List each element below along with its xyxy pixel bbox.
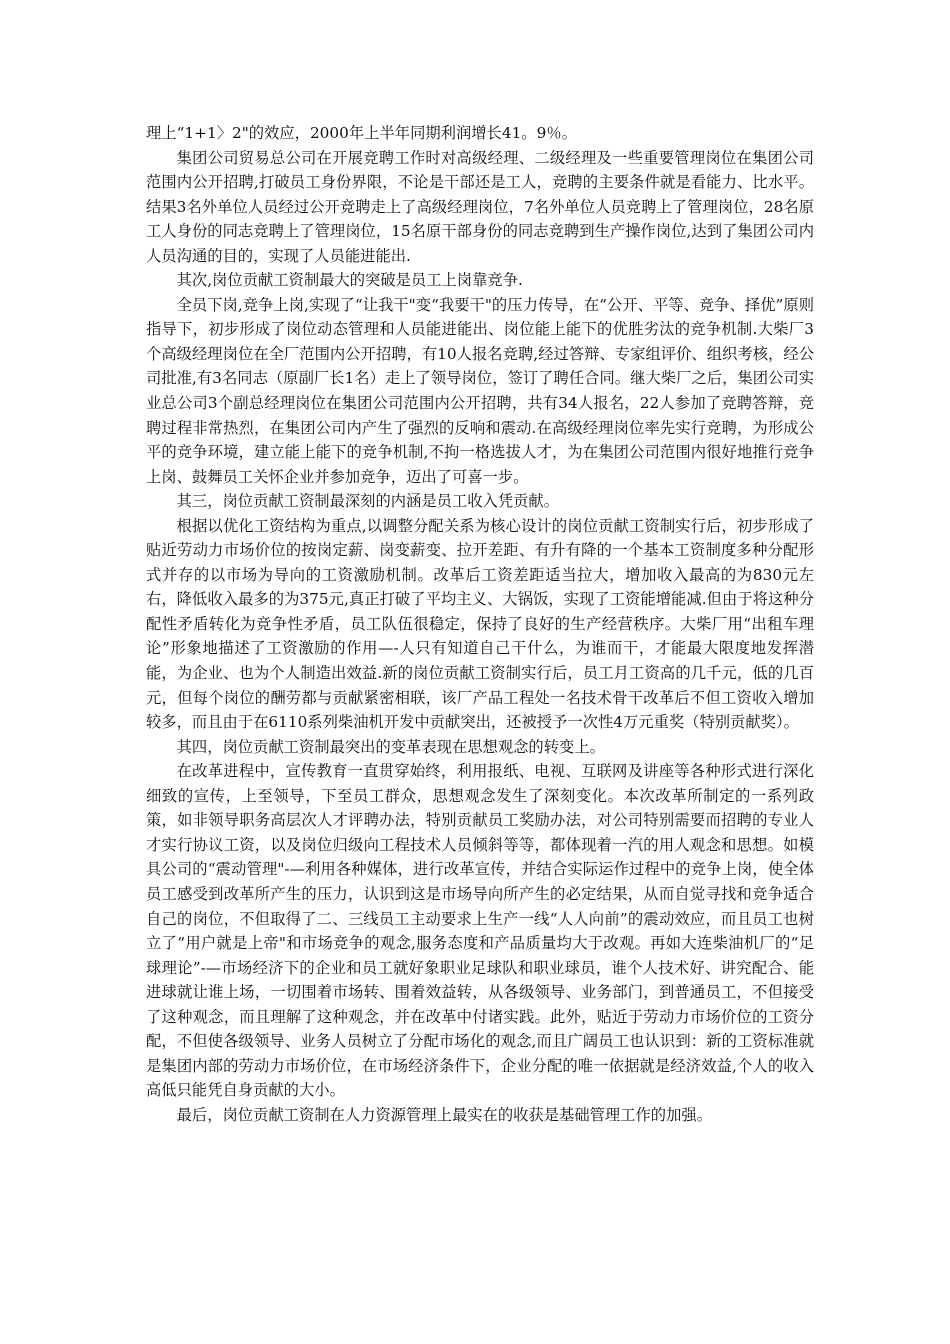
- paragraph-competition-mechanism: 全员下岗,竞争上岗,实现了“让我干"变“我要干"的压力传导，在“公开、平等、竞争、择优”原则指导下，初步形成了岗位动态管理和人员能进能出、岗位能上能下的优胜劣汰的竞争机制.大柴厂3个高级经理岗位在全厂范围内公开招聘，有10人报名竞聘,经过答辩、专家组评价、组织考核，经公司批准,有3名同志（原副厂长1名）走上了领导岗位，签订了聘任合同。继大柴厂之后，集团公司实业总公司3个副总经理岗位在集团公司范围内公开招聘，共有34人报名，22人参加了竞聘答辩，竞聘过程非常热烈，在集团公司内产生了强烈的反响和震动.在高级经理岗位率先实行竞聘，为形成公平的竞争环境，建立能上能下的竞争机制,不拘一格选拔人才，为在集团公司范围内很好地推行竞争上岗、鼓舞员工关怀企业并参加竞争，迈出了可喜一步。: [146, 295, 814, 486]
- paragraph-mindset-change: 在改革进程中，宣传教育一直贯穿始终，利用报纸、电视、互联网及讲座等各种形式进行深化细致的宣传，上至领导，下至员工群众，思想观念发生了深刻变化。本次改革所制定的一系列政策，如非领导职务高层次人才评聘办法，特别贡献员工奖励办法，对公司特别需要而招聘的专业人才实行协议工资，以及岗位归级向工程技术人员倾斜等等，都体现着一汽的用人观念和思想。如模具公司的“震动管理"-—利用各种媒体，进行改革宣传，并结合实际运作过程中的竞争上岗，使全体员工感受到改革所产生的压力，认识到这是市场导向所产生的必定结果，从而自觉寻找和竞争适合自己的岗位，不但取得了二、三线员工主动要求上生产一线“人人向前”的震动效应，而且员工也树立了“用户就是上帝"和市场竞争的观念,服务态度和产品质量均大于改观。再如大连柴油机厂的“足球理论”-—市场经济下的企业和员工就好象职业足球队和职业球员，谁个人技术好、讲究配合、能进球就让谁上场，一切围着市场转、围着效益转，从各级领导、业务部门，到普通员工，不但接受了这种观念，而且理解了这种观念，并在改革中付诸实践。此外，贴近于劳动力市场价位的工资分配，不但使各级领导、业务人员树立了分配市场化的观念,而且广阔员工也认识到：新的工资标准就是集团内部的劳动力市场价位，在市场经济条件下，企业分配的唯一依据就是经济效益,个人的收入高低只能凭自身贡献的大小。: [146, 762, 814, 1100]
- document-body: [146, 121, 814, 1127]
- paragraph-trade-company-recruitment: 集团公司贸易总公司在开展竞聘工作时对高级经理、二级经理及一些重要管理岗位在集团公司范围内公开招聘,打破员工身份界限，不论是干部还是工人，竞聘的主要条件就是看能力、比水平。结果3名外单位人员经过公开竞聘走上了高级经理岗位，7名外单位人员竞聘上了管理岗位，28名原工人身份的同志竞聘上了管理岗位，15名原干部身份的同志竞聘到生产操作岗位,达到了集团公司内人员沟通的目的，实现了人员能进能出.: [146, 148, 814, 265]
- paragraph-wage-incentive: 根据以优化工资结构为重点,以调整分配关系为核心设计的岗位贡献工资制实行后，初步形成了贴近劳动力市场价位的按岗定薪、岗变薪变、拉开差距、有升有降的一个基本工资制度多种分配形式并存的以市场为导向的工资激励机制。改革后工资差距适当拉大，增加收入最高的为830元左右，降低收入最多的为375元,真正打破了平均主义、大锅饭，实现了工资能增能减.但由于将这种分配性矛盾转化为竞争性矛盾，员工队伍很稳定，保持了良好的生产经营秩序。大柴厂用“出租车理论”形象地描述了工资激励的作用—-人只有知道自己干什么，为谁而干，才能最大限度地发挥潜能，为企业、也为个人制造出效益.新的岗位贡献工资制实行后，员工月工资高的几千元，低的几百元，但每个岗位的酬劳都与贡献紧密相联，该厂产品工程处一名技术骨干改革后不但工资收入增加较多，而且由于在6110系列柴油机开发中贡献突出，还被授予一次性4万元重奖（特别贡献奖）。: [146, 516, 814, 732]
- paragraph-second-point-heading: 其次,岗位贡献工资制最大的突破是员工上岗靠竞争.: [176, 271, 523, 290]
- paragraph-fourth-point-heading: 其四，岗位贡献工资制最突出的变革表现在思想观念的转变上。: [176, 737, 605, 756]
- paragraph-final-point-heading: 最后，岗位贡献工资制在人力资源管理上最实在的收获是基础管理工作的加强。: [176, 1105, 712, 1124]
- paragraph-continuation: 理上“1+1〉2"的效应，2000年上半年同期利润增长41。9％。: [146, 124, 577, 142]
- paragraph-third-point-heading: 其三，岗位贡献工资制最深刻的内涵是员工收入凭贡献。: [176, 492, 560, 511]
